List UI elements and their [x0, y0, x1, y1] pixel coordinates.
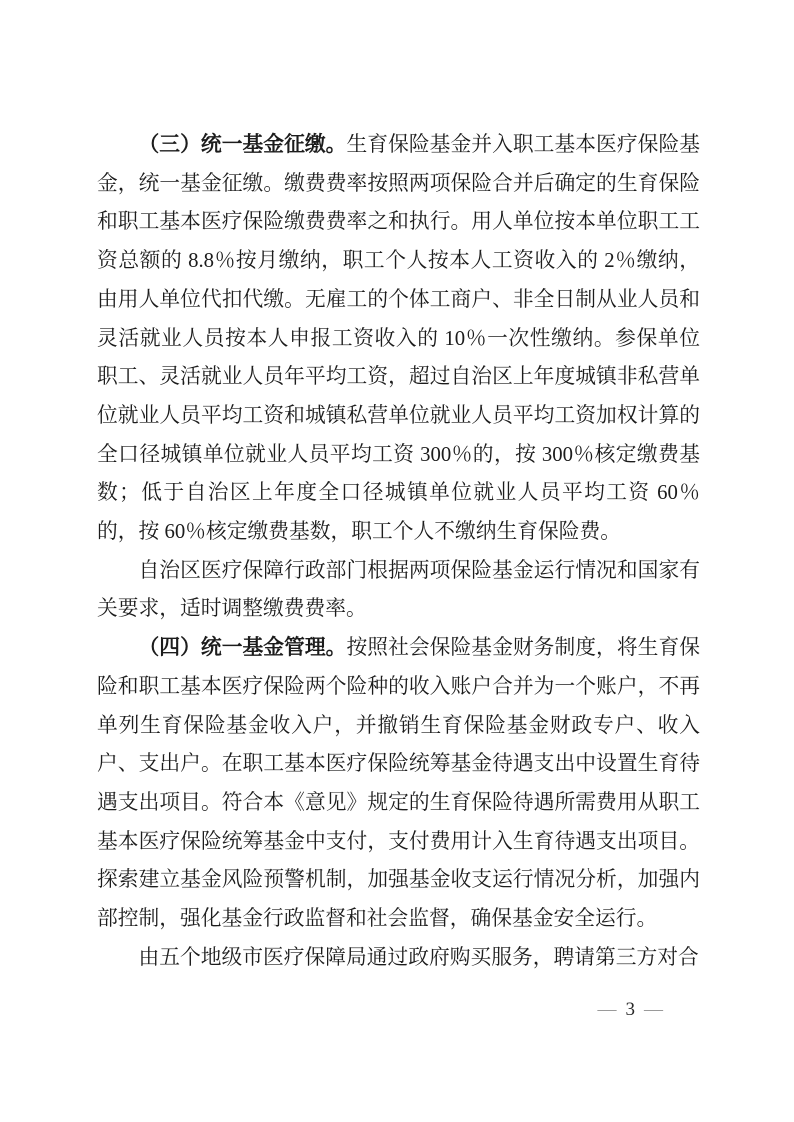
- paragraph-section-3-fund-collection: [97, 126, 700, 552]
- page-footer: [0, 997, 794, 1023]
- paragraph-heading: （四）统一基金管理。: [138, 637, 347, 660]
- document-body: [97, 126, 700, 977]
- paragraph-text: 生育保险基金并入职工基本医疗保险基金，统一基金征缴。缴费费率按照两项保险合并后确定的生育保险和职工基本医疗保险缴费费率之和执行。用人单位按本单位职工工资总额的 8.8％按月缴纳，职工个人按本人工资收入的 2％缴纳，由用人单位代扣代缴。无雇工的个体工商户、非全日制从业人员和灵活就业人员按本人申报工资收入的 10％一次性缴纳。参保单位职工、灵活就业人员年平均工资，超过自治区上年度城镇非私营单位就业人员平均工资和城镇私营单位就业人员平均工资加权计算的全口径城镇单位就业人员平均工资 300％的，按 300％核定缴费基数；低于自治区上年度全口径城镇单位就业人员平均工资 60％的，按 60％核定缴费基数，职工个人不缴纳生育保险费。: [97, 134, 700, 544]
- paragraph-text: 自治区医疗保障行政部门根据两项保险基金运行情况和国家有关要求，适时调整缴费费率。: [97, 559, 700, 621]
- footer-dash-left: —: [597, 999, 617, 1020]
- paragraph-text: 由五个地级市医疗保障局通过政府购买服务，聘请第三方对合: [138, 946, 699, 969]
- paragraph-third-party-service: [97, 939, 700, 978]
- footer-dash-right: —: [644, 999, 663, 1020]
- paragraph-rate-adjustment: [97, 552, 700, 629]
- page-number: 3: [625, 999, 635, 1020]
- paragraph-heading: （三）统一基金征缴。: [138, 134, 347, 156]
- paragraph-section-4-fund-management: [97, 629, 700, 939]
- paragraph-text: 按照社会保险基金财务制度，将生育保险和职工基本医疗保险两个险种的收入账户合并为一个账户，不再单列生育保险基金收入户，并撤销生育保险基金财政专户、收入户、支出户。在职工基本医疗保险统筹基金待遇支出中设置生育待遇支出项目。符合本《意见》规定的生育保险待遇所需费用从职工基本医疗保险统筹基金中支付，支付费用计入生育待遇支出项目。探索建立基金风险预警机制，加强基金收支运行情况分析，加强内部控制，强化基金行政监督和社会监督，确保基金安全运行。: [97, 637, 700, 931]
